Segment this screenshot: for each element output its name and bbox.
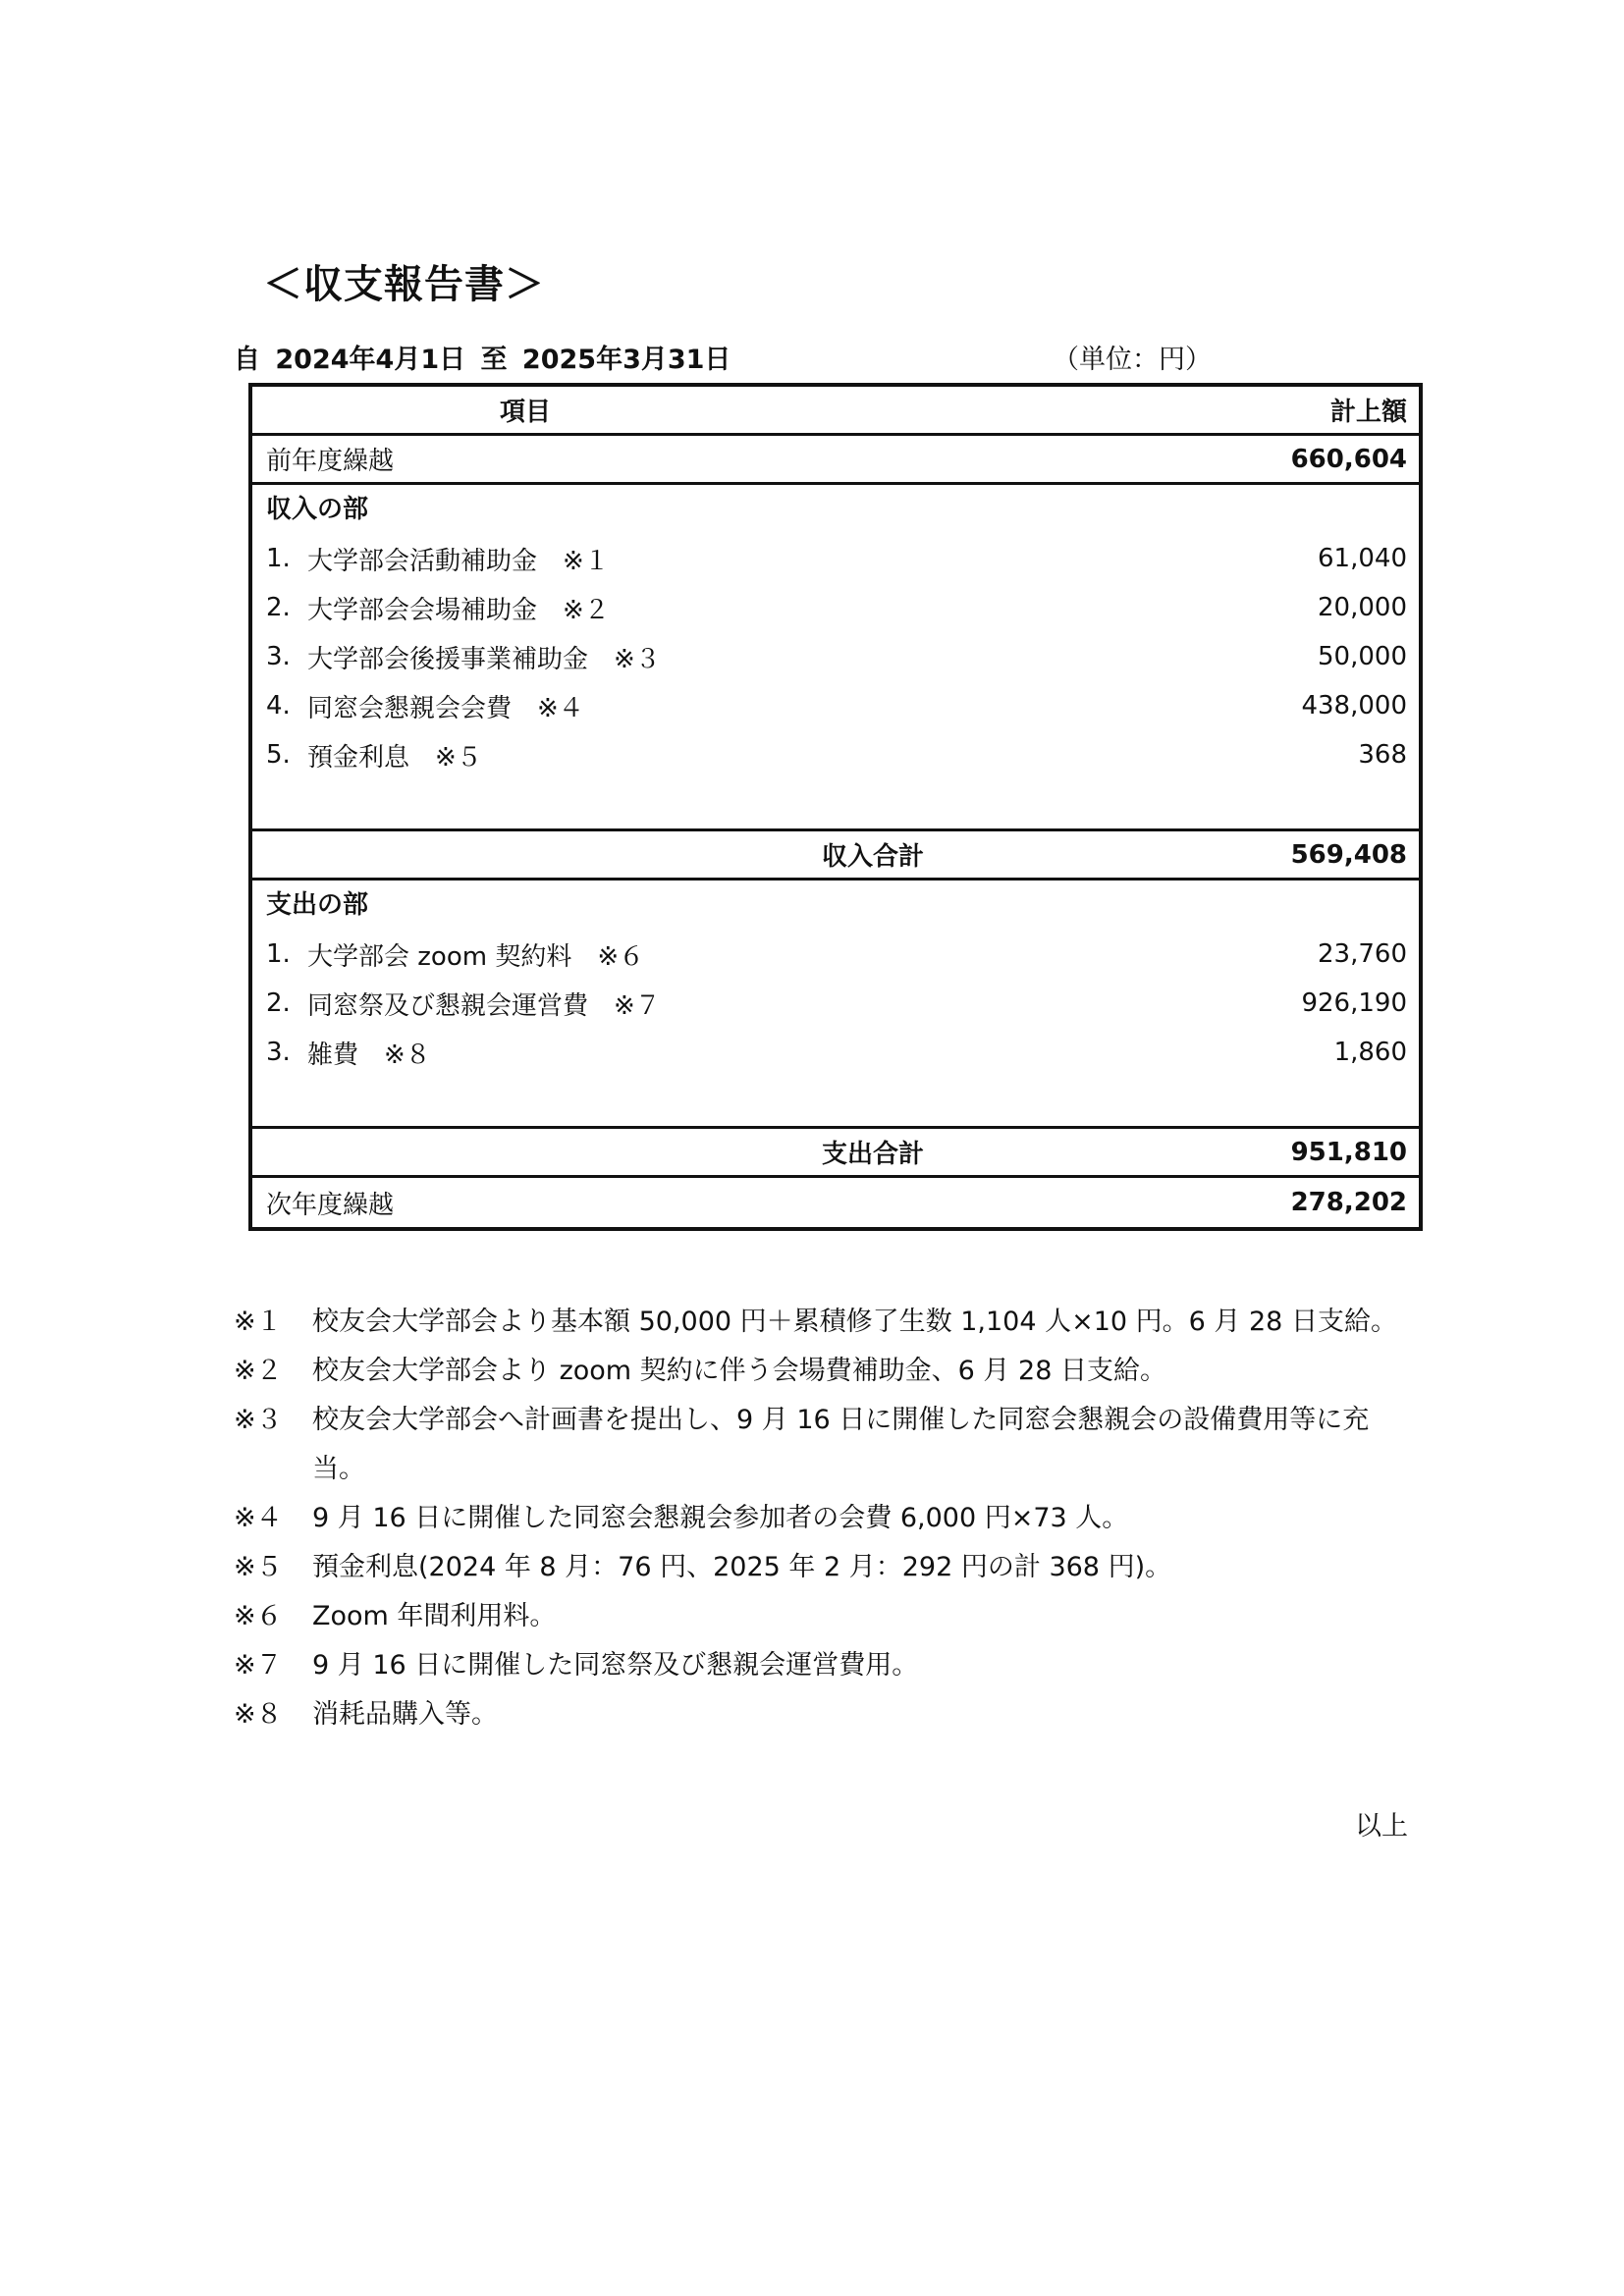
- expense-item: [252, 979, 1419, 1028]
- expense-total-row: [252, 1129, 1419, 1178]
- section-spacer: [252, 779, 1419, 828]
- footnote: [234, 1641, 1412, 1690]
- report-title: ＜収支報告書＞: [263, 262, 545, 307]
- section-spacer: [252, 1077, 1419, 1126]
- item-number: 1.: [266, 544, 291, 573]
- item-amount: 1,860: [1333, 1038, 1407, 1067]
- ledger-table: [248, 383, 1423, 1231]
- footnote: [234, 1592, 1412, 1641]
- item-name: 大学部会活動補助金 ※１: [307, 546, 610, 576]
- footnote-mark: ※５: [234, 1552, 283, 1582]
- item-name: 大学部会後援事業補助金 ※３: [307, 644, 661, 674]
- expense-item: [252, 930, 1419, 979]
- item-name: 大学部会 zoom 契約料 ※６: [307, 941, 645, 972]
- item-number: 2.: [266, 988, 291, 1018]
- expense-total-amount: 951,810: [1290, 1137, 1407, 1167]
- item-amount: 61,040: [1318, 544, 1407, 573]
- item-amount: 23,760: [1318, 939, 1407, 969]
- carry-in-row: [252, 436, 1419, 485]
- footnote-text: 9 月 16 日に開催した同窓会懇親会参加者の会費 6,000 円×73 人。: [312, 1503, 1129, 1533]
- income-item: [252, 534, 1419, 583]
- report-period: 自 2024年4月1日 至 2025年3月31日: [234, 345, 731, 375]
- income-total-amount: 569,408: [1290, 839, 1407, 870]
- table-header-row: [252, 387, 1419, 436]
- footnote-mark: ※４: [234, 1503, 283, 1533]
- item-name: 大学部会会場補助金 ※２: [307, 595, 610, 625]
- footnote-text: 校友会大学部会へ計画書を提出し、9 月 16 日に開催した同窓会懇親会の設備費用等に充当。: [312, 1405, 1370, 1484]
- header-amount: 計上額: [1329, 398, 1407, 427]
- income-item: [252, 730, 1419, 779]
- footnote: [234, 1298, 1412, 1347]
- footnote-mark: ※６: [234, 1601, 283, 1631]
- item-amount: 20,000: [1318, 593, 1407, 622]
- income-item: [252, 632, 1419, 681]
- item-number: 5.: [266, 740, 291, 770]
- footnote-text: 消耗品購入等。: [312, 1699, 498, 1730]
- footnote: [234, 1690, 1412, 1739]
- footnote-mark: ※２: [234, 1356, 283, 1386]
- carry-in-amount: 660,604: [1290, 444, 1407, 474]
- income-total-row: [252, 831, 1419, 881]
- item-number: 1.: [266, 939, 291, 969]
- footnote-text: 校友会大学部会より zoom 契約に伴う会場費補助金、6 月 28 日支給。: [312, 1356, 1166, 1386]
- item-name: 同窓会懇親会会費 ※４: [307, 693, 584, 723]
- item-amount: 50,000: [1318, 642, 1407, 671]
- footnote-text: Zoom 年間利用料。: [312, 1601, 557, 1631]
- income-title: 収入の部: [266, 495, 369, 524]
- footnote-mark: ※８: [234, 1699, 283, 1730]
- footnote-text: 校友会大学部会より基本額 50,000 円＋累積修了生数 1,104 人×10 円。6 月 28 日支給。: [312, 1307, 1397, 1337]
- footnote: [234, 1494, 1412, 1543]
- item-number: 3.: [266, 642, 291, 671]
- carry-out-row: [252, 1178, 1419, 1227]
- income-total-label: 収入合計: [822, 842, 925, 872]
- item-name: 雑費 ※８: [307, 1040, 431, 1070]
- item-number: 3.: [266, 1038, 291, 1067]
- footnote: [234, 1396, 1412, 1494]
- footnote-mark: ※１: [234, 1307, 283, 1337]
- footnote: [234, 1347, 1412, 1396]
- footnote: [234, 1543, 1412, 1592]
- income-item: [252, 583, 1419, 632]
- item-name: 預金利息 ※５: [307, 742, 482, 773]
- header-item: 項目: [500, 398, 552, 427]
- carry-in-label: 前年度繰越: [266, 447, 395, 476]
- expense-title: 支出の部: [266, 890, 369, 920]
- footnote-mark: ※３: [234, 1405, 283, 1435]
- expense-section: [252, 881, 1419, 1129]
- carry-out-amount: 278,202: [1290, 1188, 1407, 1217]
- item-amount: 926,190: [1301, 988, 1407, 1018]
- footnote-text: 預金利息(2024 年 8 月：76 円、2025 年 2 月：292 円の計 368 円)。: [312, 1552, 1172, 1582]
- income-section: [252, 485, 1419, 831]
- item-name: 同窓祭及び懇親会運営費 ※７: [307, 990, 661, 1021]
- expense-total-label: 支出合計: [822, 1140, 925, 1169]
- income-item: [252, 681, 1419, 730]
- unit-label: （単位：円）: [1053, 345, 1212, 375]
- footnote-mark: ※７: [234, 1650, 283, 1681]
- end-mark: 以上: [1355, 1811, 1408, 1842]
- expense-item: [252, 1028, 1419, 1077]
- item-amount: 368: [1358, 740, 1407, 770]
- footnote-text: 9 月 16 日に開催した同窓祭及び懇親会運営費用。: [312, 1650, 919, 1681]
- item-amount: 438,000: [1301, 691, 1407, 721]
- footnotes: [234, 1298, 1412, 1739]
- carry-out-label: 次年度繰越: [266, 1190, 395, 1220]
- item-number: 4.: [266, 691, 291, 721]
- item-number: 2.: [266, 593, 291, 622]
